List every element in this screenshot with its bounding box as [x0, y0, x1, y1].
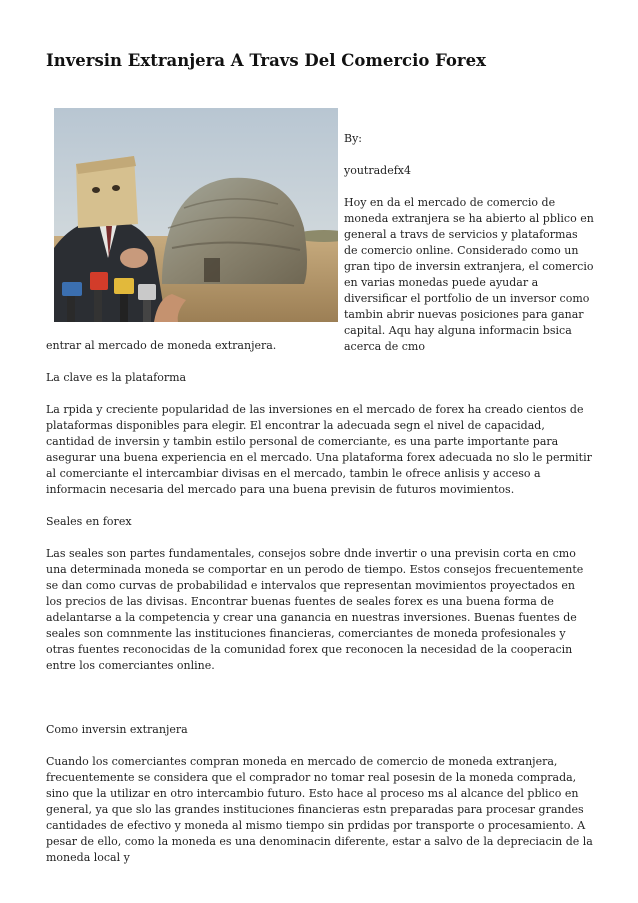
section-paragraph: Cuando los comerciantes compran moneda en mercado de comercio de moneda extranjera, frecuentemente se considera que el comprador no tomar real posesin de la moneda comprada, sino que la utilizar en otro intercambio futuro. Esto hace al proceso ms al alcance del pblico en general, ya que slo las grandes instituciones financieras estn preparadas para procesar grandes cantidades de efectivo y moneda al mismo tiempo sin prdidas por transporte o procesamiento. A pesar de ello, como la moneda es una denominacin diferente, estar a salvo de la depreciacin de la moneda local y: [46, 755, 593, 864]
section-paragraph: Las seales son partes fundamentales, consejos sobre dnde invertir o una previsin corta en cmo una determinada moneda se comportar en un perodo de tiempo. Estos consejos frecuentemente se dan como curvas de probabilidad e intervalos que representan movimientos proyectados en los precios de las divisas. Encontrar buenas fuentes de seales forex es una buena forma de adelantarse a la competencia y crear una ganancia en nuestras inversiones. Buenas fuentes de seales son comnmente las instituciones financieras, comerciantes de moneda profesionales y otras fuentes reconocidas de la comunidad forex que reconocen la necesidad de la cooperacin entre los comerciantes online.: [46, 547, 584, 672]
page-title: Inversin Extranjera A Travs Del Comercio Forex: [46, 51, 486, 70]
section-heading: La clave es la plataforma: [46, 371, 187, 384]
article-body: [46, 338, 594, 882]
intro-paragraph: Hoy en da el mercado de comercio de moneda extranjera se ha abierto al pblico en general a travs de servicios y plataformas de comercio online. Considerado como un gran tipo de inversin extranjera, el comercio en varias monedas puede ayudar a diversificar el portfolio de un inversor como tambin abrir nuevas posiciones para ganar capital. Aqu hay alguna informacin bsica acerca de cmo: [344, 196, 594, 353]
section-paragraph: La rpida y creciente popularidad de las inversiones en el mercado de forex ha creado cientos de plataformas disponibles para elegir. El encontrar la adecuada segn el nivel de capacidad, cantidad de inversin y tambin estilo personal de comerciante, es una parte importante para asegurar una buena experiencia en el mercado. Una plataforma forex adecuada no slo le permitir al comerciante el intercambiar divisas en el mercado, tambin le ofrece anlisis y acceso a informacin necesaria del mercado para una buena previsin de futuros movimientos.: [46, 403, 592, 496]
article-sidebar-text: [344, 131, 594, 355]
article-photo: [54, 108, 338, 322]
section-heading: Seales en forex: [46, 515, 132, 528]
section-heading: Como inversin extranjera: [46, 723, 188, 736]
author-name: youtradefx4: [344, 164, 411, 177]
intro-continuation: entrar al mercado de moneda extranjera.: [46, 339, 277, 352]
byline-label: By:: [344, 132, 363, 145]
